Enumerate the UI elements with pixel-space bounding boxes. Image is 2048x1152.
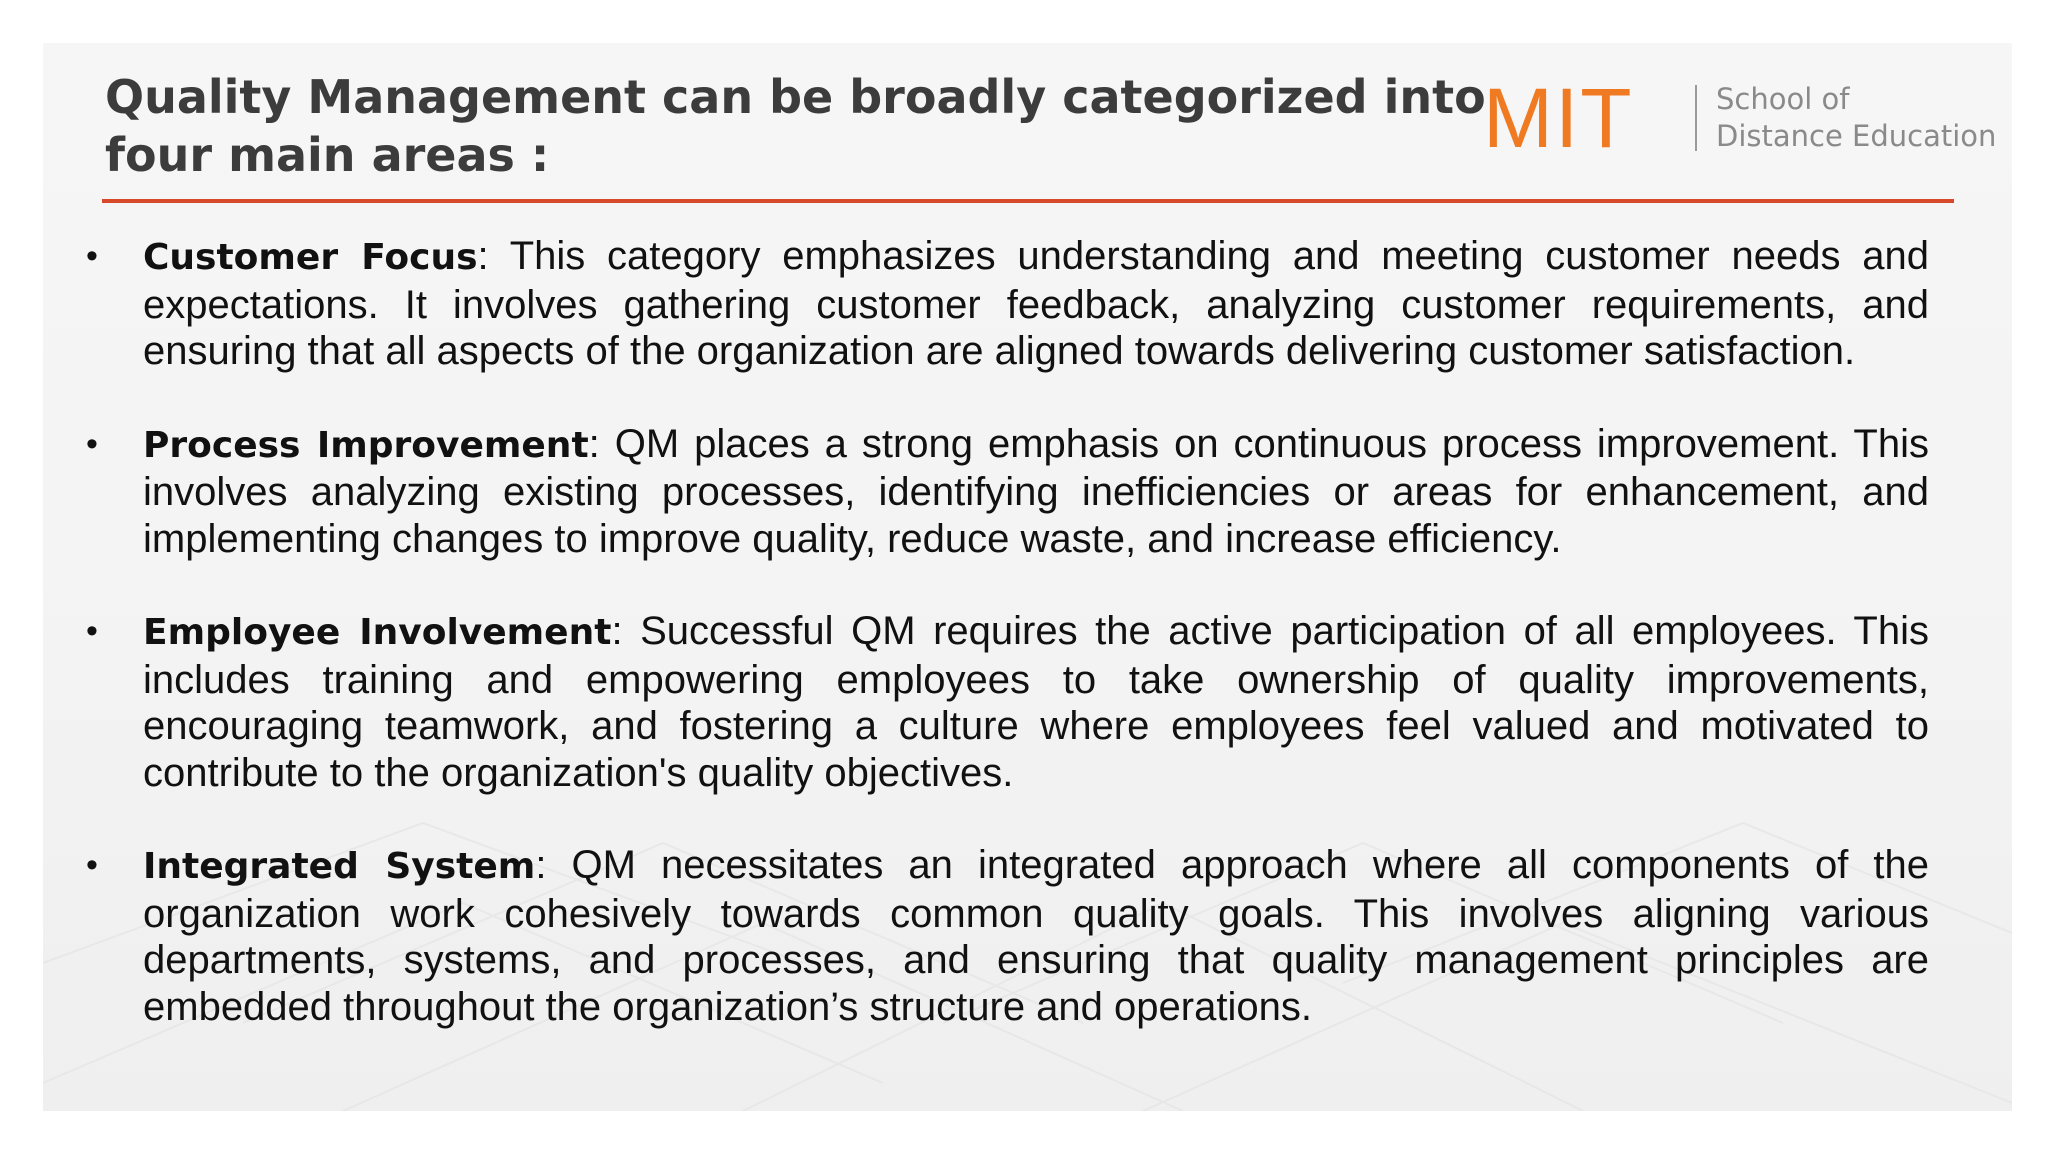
bullet-dot-icon: • (86, 612, 98, 650)
bullet-item-employee-involvement (86, 608, 1929, 796)
bullet-text: This category emphasizes understanding and meeting customer needs and expectations. It involves gathering customer feedback, analyzing customer requirements, and ensuring that all aspects of the organization are aligned towards delivering customer satisfaction. (143, 234, 1929, 373)
bullet-text: QM necessitates an integrated approach where all components of the organization work cohesively towards common quality goals. This involves aligning various departments, systems, and processes, and ensuring that quality management principles are embedded throughout the organization’s structure and operations. (143, 843, 1929, 1029)
slide-title: Quality Management can be broadly categorized into four main areas : (105, 70, 1486, 182)
bullet-list (86, 233, 1929, 1076)
logo-line-2: Distance Education (1716, 119, 1997, 153)
bullet-text: Successful QM requires the active participation of all employees. This includes training and empowering employees to take ownership of quality improvements, encouraging teamwork, and fostering a culture where employees feel valued and motivated to contribute to the organization's quality objectives. (143, 609, 1929, 795)
title-underline (102, 199, 1954, 203)
mit-logo (1483, 73, 2003, 163)
bullet-term: Process Improvement (143, 424, 589, 466)
bullet-item-integrated-system (86, 842, 1929, 1030)
bullet-text: QM places a strong emphasis on continuous process improvement. This involves analyzing existing processes, identifying inefficiencies or areas for enhancement, and implementing changes to improve quality, reduce waste, and increase efficiency. (143, 421, 1929, 561)
bullet-separator: : (588, 421, 600, 466)
slide (43, 43, 2012, 1111)
bullet-dot-icon: • (86, 237, 98, 275)
logo-mark: MIT (1483, 71, 1634, 165)
bullet-separator: : (611, 609, 623, 653)
logo-text (1716, 81, 1996, 155)
logo-line-1: School of (1716, 82, 1850, 116)
bullet-separator: : (535, 843, 547, 887)
bullet-dot-icon: • (86, 424, 98, 463)
bullet-item-process-improvement (86, 421, 1929, 563)
bullet-separator: : (477, 234, 489, 278)
logo-divider (1695, 85, 1697, 151)
bullet-dot-icon: • (86, 846, 98, 884)
bullet-term: Integrated System (143, 846, 536, 887)
bullet-item-customer-focus (86, 233, 1929, 375)
bullet-term: Customer Focus (143, 237, 478, 278)
bullet-term: Employee Involvement (143, 612, 612, 653)
